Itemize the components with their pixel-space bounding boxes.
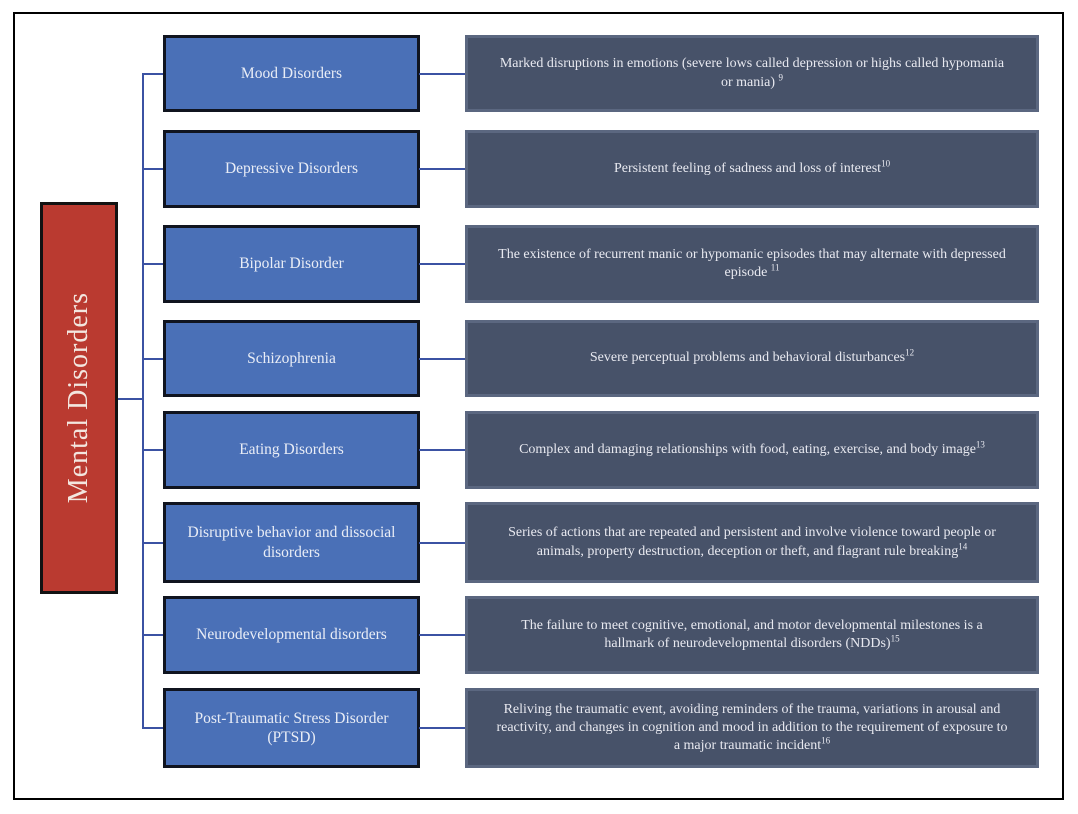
diagram-row-schizophrenia — [0, 320, 1078, 397]
connector-left — [142, 358, 164, 360]
description-box — [465, 411, 1039, 489]
node-box — [163, 596, 420, 674]
connector-left — [142, 263, 164, 265]
connector-right — [419, 73, 466, 75]
node-label: Post-Traumatic Stress Disorder (PTSD) — [194, 709, 389, 746]
node-label: Bipolar Disorder — [239, 255, 344, 273]
root-label: Mental Disorders — [63, 292, 94, 504]
description-text: The failure to meet cognitive, emotional, and motor developmental milestones is a hallmark of neurodevelopmental disorders (NDDs)$^{15}$ — [521, 617, 983, 651]
description-text: Series of actions that are repeated and persistent and involve violence toward people or animals, property destruction, deception or theft, and flagrant rule breaking$^{14}$ — [508, 525, 996, 559]
node-box — [163, 502, 420, 583]
diagram-row-disruptive-behavior — [0, 502, 1078, 583]
connector-left — [142, 634, 164, 636]
description-box — [465, 130, 1039, 208]
node-box — [163, 225, 420, 303]
description-text: Reliving the traumatic event, avoiding reminders of the trauma, variations in arousal and reactivity, and changes in cognition and mood in addition to the requirement of exposure to a major traumatic incident$^{16}$ — [496, 701, 1008, 754]
connector-left — [142, 168, 164, 170]
connector-right — [419, 263, 466, 265]
node-label: Depressive Disorders — [224, 160, 358, 178]
connector-right — [419, 542, 466, 544]
connector-left — [142, 727, 164, 729]
connector-root-stub — [116, 398, 143, 400]
footnote-ref: 15 — [890, 633, 900, 644]
footnote-ref: 13 — [975, 439, 985, 450]
node-label: Eating Disorders — [239, 441, 344, 459]
diagram-row-ptsd — [0, 688, 1078, 768]
node-box — [163, 411, 420, 489]
description-text: Complex and damaging relationships with food, eating, exercise, and body image$^{13}$ — [519, 439, 985, 457]
connector-left — [142, 73, 164, 75]
connector-right — [419, 727, 466, 729]
description-box — [465, 596, 1039, 674]
description-text: Marked disruptions in emotions (severe lows called depression or highs called hypomania or mania) $^9$ — [499, 56, 1005, 90]
footnote-ref: 12 — [905, 347, 915, 358]
node-box — [163, 688, 420, 768]
node-label: Schizophrenia — [247, 349, 336, 367]
footnote-ref: 14 — [958, 540, 968, 551]
connector-right — [419, 449, 466, 451]
footnote-ref: 10 — [881, 158, 891, 169]
footnote-ref: 11 — [770, 262, 780, 273]
description-box — [465, 688, 1039, 768]
connector-left — [142, 542, 164, 544]
node-box — [163, 35, 420, 112]
diagram-row-eating-disorders — [0, 411, 1078, 489]
description-text: The existence of recurrent manic or hypomanic episodes that may alternate with depressed episode $^{11}$ — [498, 246, 1006, 280]
connector-right — [419, 168, 466, 170]
diagram-row-bipolar-disorder — [0, 225, 1078, 303]
connector-left — [142, 449, 164, 451]
node-label: Disruptive behavior and dissocial disorders — [187, 524, 396, 561]
node-label: Neurodevelopmental disorders — [196, 626, 387, 644]
footnote-ref: 16 — [821, 735, 831, 746]
connector-right — [419, 358, 466, 360]
diagram-row-neurodevelopmental — [0, 596, 1078, 674]
description-text: Persistent feeling of sadness and loss of interest$^{10}$ — [613, 158, 891, 176]
description-box — [465, 35, 1039, 112]
footnote-ref: 9 — [778, 71, 784, 82]
diagram-row-depressive-disorders — [0, 130, 1078, 208]
node-label: Mood Disorders — [240, 64, 343, 82]
description-box — [465, 502, 1039, 583]
description-box — [465, 320, 1039, 397]
diagram-row-mood-disorders — [0, 35, 1078, 112]
node-box — [163, 130, 420, 208]
description-box — [465, 225, 1039, 303]
node-box — [163, 320, 420, 397]
description-text: Severe perceptual problems and behavioral disturbances$^{12}$ — [589, 347, 915, 366]
connector-right — [419, 634, 466, 636]
